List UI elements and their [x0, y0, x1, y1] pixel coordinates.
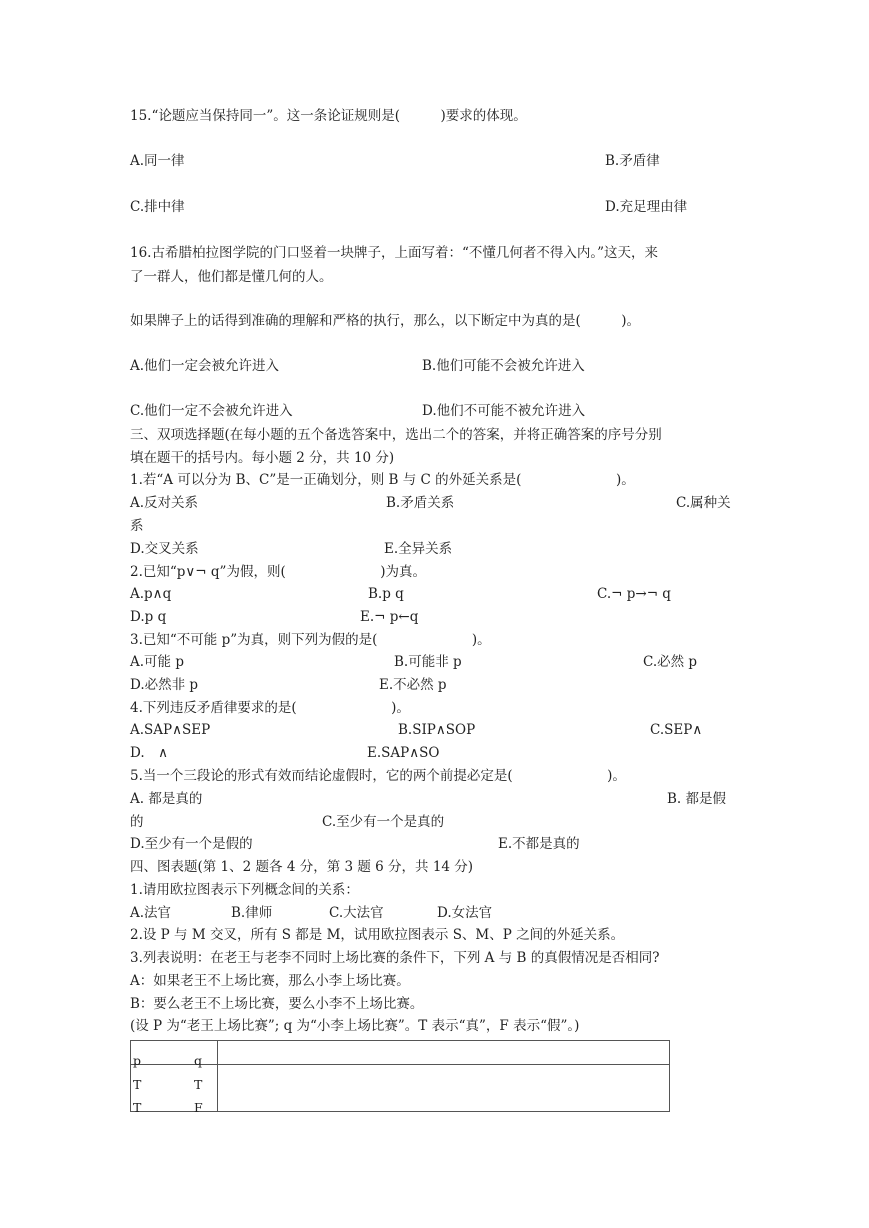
- s3-q5-option-a: A. 都是真的: [130, 791, 203, 807]
- s3-q4-option-b: B.SIP∧SOP: [398, 722, 476, 738]
- s3-q5-option-b-wrap: 的: [130, 814, 144, 830]
- s3-q3-option-e: E.不必然 p: [379, 677, 447, 693]
- row1-p: T: [133, 1076, 142, 1092]
- s3-q2-option-c: C.¬ p→¬ q: [597, 586, 671, 602]
- s4-q3-stem: 3.列表说明：在老王与老李不同时上场比赛的条件下，下列 A 与 B 的真假情况是否相同?: [130, 950, 660, 966]
- section3-heading-line1: 三、双项选择题(在每小题的五个备选答案中，选出二个的答案，并将正确答案的序号分别: [130, 427, 662, 443]
- s3-q2-option-a: A.p∧q: [130, 586, 172, 602]
- row2-q: F: [194, 1099, 203, 1115]
- s3-q5-option-e: E.不都是真的: [498, 836, 580, 852]
- row2-p: T: [133, 1099, 142, 1115]
- s3-q3-stem: 3.已知“不可能 p”为真，则下列为假的是( )。: [130, 632, 491, 648]
- header-q: q: [194, 1052, 203, 1068]
- section4-heading: 四、图表题(第 1、2 题各 4 分，第 3 题 6 分，共 14 分): [130, 859, 474, 875]
- truth-table-header-cell: [131, 1041, 218, 1068]
- s4-q3-line-a: A：如果老王不上场比赛，那么小李上场比赛。: [130, 973, 410, 989]
- s4-q2-stem: 2.设 P 与 M 交叉，所有 S 都是 M，试用欧拉图表示 S、M、P 之间的外延关系。: [130, 927, 625, 943]
- truth-table-header-row: [131, 1041, 670, 1065]
- s4-q1-stem: 1.请用欧拉图表示下列概念间的关系：: [130, 882, 359, 898]
- section3-heading-line2: 填在题干的括号内。每小题 2 分，共 10 分): [130, 450, 395, 466]
- q15-option-b: B.矛盾律: [605, 153, 660, 169]
- q15-stem: 15.“论题应当保持同一”。这一条论证规则是( )要求的体现。: [130, 108, 527, 124]
- q15-option-c: C.排中律: [130, 199, 185, 215]
- s3-q2-option-e: E.¬ p←q: [360, 609, 419, 625]
- s3-q5-option-d: D.至少有一个是假的: [130, 836, 253, 852]
- s3-q2-option-b: B.p q: [368, 586, 404, 602]
- s4-q3-note: (设 P 为“老王上场比赛”; q 为“小李上场比赛”。T 表示“真”，F 表示“假”。): [130, 1018, 580, 1034]
- q15-option-a: A.同一律: [130, 153, 185, 169]
- q16-stem-line2: 了一群人，他们都是懂几何的人。: [130, 269, 333, 285]
- s3-q2-option-d: D.p q: [130, 609, 167, 625]
- q15-option-d: D.充足理由律: [605, 199, 688, 215]
- s3-q2-stem: 2.已知“p∨¬ q”为假，则( )为真。: [130, 564, 426, 580]
- s4-q3-line-b: B：要么老王不上场比赛，要么小李不上场比赛。: [130, 996, 424, 1012]
- truth-table-row: [131, 1065, 670, 1089]
- s3-q1-option-a: A.反对关系: [130, 495, 199, 511]
- s3-q5-option-c: C.至少有一个是真的: [322, 814, 445, 830]
- truth-table-header-blank: [218, 1041, 670, 1065]
- s3-q3-option-b: B.可能非 p: [394, 654, 462, 670]
- s3-q5-option-b: B. 都是假: [667, 791, 727, 807]
- s4-q1-option-d: D.女法官: [437, 905, 493, 921]
- q16-option-c: C.他们一定不会被允许进入: [130, 403, 293, 419]
- s4-q1-option-b: B.律师: [231, 905, 273, 921]
- s3-q3-option-a: A.可能 p: [130, 654, 184, 670]
- s4-q1-option-c: C.大法官: [329, 905, 384, 921]
- truth-table: [130, 1040, 670, 1115]
- s3-q4-option-a: A.SAP∧SEP: [130, 722, 211, 738]
- q16-stem-line1: 16.古希腊柏拉图学院的门口竖着一块牌子，上面写着：“不懂几何者不得入内。”这天，来: [130, 245, 659, 261]
- q16-option-a: A.他们一定会被允许进入: [130, 358, 280, 374]
- s3-q5-stem: 5.当一个三段论的形式有效而结论虚假时，它的两个前提必定是( )。: [130, 768, 626, 784]
- q16-option-b: B.他们可能不会被允许进入: [422, 358, 585, 374]
- row1-q: T: [194, 1076, 203, 1092]
- s3-q3-option-c: C.必然 p: [643, 654, 698, 670]
- s3-q4-option-d: D. ∧: [130, 745, 169, 761]
- s3-q1-stem: 1.若“A 可以分为 B、C”是一正确划分，则 B 与 C 的外延关系是( )。: [130, 472, 635, 488]
- s3-q4-option-c: C.SEP∧: [650, 722, 703, 738]
- q16-option-d: D.他们不可能不被允许进入: [422, 403, 586, 419]
- truth-table-cell: [131, 1088, 218, 1115]
- header-p: p: [133, 1052, 142, 1068]
- truth-table-answer-area: [218, 1065, 670, 1112]
- s3-q1-option-b: B.矛盾关系: [386, 495, 455, 511]
- s3-q1-option-c: C.属种关: [676, 495, 731, 511]
- q16-stem-line3: 如果牌子上的话得到准确的理解和严格的执行，那么，以下断定中为真的是( )。: [130, 313, 641, 329]
- s3-q3-option-d: D.必然非 p: [130, 677, 199, 693]
- s3-q4-option-e: E.SAP∧SO: [367, 745, 440, 761]
- s4-q1-option-a: A.法官: [130, 905, 172, 921]
- s3-q4-stem: 4.下列违反矛盾律要求的是( )。: [130, 700, 410, 716]
- truth-table-cell: [131, 1065, 218, 1092]
- s3-q1-option-c-wrap: 系: [130, 518, 144, 534]
- s3-q1-option-e: E.全异关系: [384, 541, 453, 557]
- s3-q1-option-d: D.交叉关系: [130, 541, 199, 557]
